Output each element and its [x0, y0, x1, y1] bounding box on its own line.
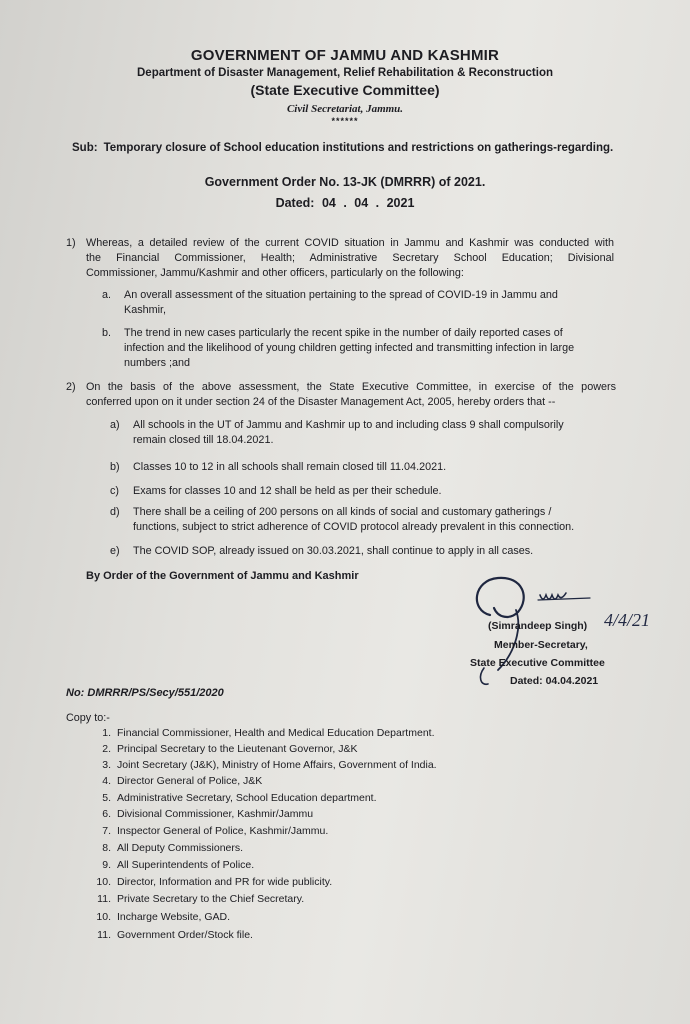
list-item: 2. Principal Secretary to the Lieutenant Governor, J&K [102, 743, 358, 755]
para2-item-line: Classes 10 to 12 in all schools shall remain closed till 11.04.2021. [133, 461, 447, 473]
list-item: 3. Joint Secretary (J&K), Ministry of Home Affairs, Government of India. [102, 759, 437, 771]
para2-number: 2) [66, 381, 76, 393]
department-name: Department of Disaster Management, Relief Rehabilitation & Reconstruction [137, 67, 553, 79]
para1-line: the Financial Commissioner, Health; Administrative Secretary School Education; Divisional [86, 252, 614, 264]
list-item: 11. Private Secretary to the Chief Secretary. [97, 893, 305, 905]
para2-item-line: All schools in the UT of Jammu and Kashmir up to and including class 9 shall compulsorily [133, 419, 564, 431]
list-item: 10. Director, Information and PR for wide publicity. [96, 876, 333, 888]
para2-item-label: b) [110, 461, 120, 473]
list-item: 11. Government Order/Stock file. [97, 929, 253, 941]
para2-item-line: Exams for classes 10 and 12 shall be held as per their schedule. [133, 485, 442, 497]
subject-label: Sub: [72, 142, 98, 154]
list-item: 9. All Superintendents of Police. [102, 859, 255, 871]
signatory-name: (Simrandeep Singh) [488, 620, 588, 632]
committee-name: (State Executive Committee) [250, 82, 440, 98]
para1-item-line: infection and the likelihood of young children getting infected and transmitting infection in large [124, 342, 575, 354]
subject-text: Temporary closure of School education institutions and restrictions on gatherings-regarding. [103, 142, 614, 154]
signatory-designation: Member-Secretary, [494, 639, 588, 651]
list-item: 6. Divisional Commissioner, Kashmir/Jammu [102, 808, 314, 820]
para1-line: Commissioner, Jammu/Kashmir and other officers, particularly on the following: [86, 267, 464, 279]
reference-number: No: DMRRR/PS/Secy/551/2020 [66, 687, 224, 699]
by-order-line: By Order of the Government of Jammu and Kashmir [86, 570, 359, 582]
list-item: 8. All Deputy Commissioners. [102, 842, 244, 854]
list-item: 10. Incharge Website, GAD. [96, 911, 231, 923]
subject-line [72, 142, 632, 154]
list-item: 1. Financial Commissioner, Health and Medical Education Department. [102, 727, 435, 739]
para2-line: On the basis of the above assessment, the State Executive Committee, in exercise of the powers [86, 381, 616, 393]
para1-item-label: a. [102, 289, 112, 301]
para2-item-label: e) [110, 545, 120, 557]
signatory-date: Dated: 04.04.2021 [510, 675, 599, 687]
order-date: Dated: 04 . 04 . 2021 [275, 196, 415, 210]
signatory-committee: State Executive Committee [470, 657, 605, 669]
para1-item-line: The trend in new cases particularly the recent spike in the number of daily reported cases of [124, 327, 563, 339]
para1-item-line: numbers ;and [124, 357, 191, 369]
office-location: Civil Secretariat, Jammu. [286, 103, 404, 115]
para2-line: conferred upon on it under section 24 of the Disaster Management Act, 2005, hereby orders that -- [86, 396, 556, 408]
para2-item-line: The COVID SOP, already issued on 30.03.2021, shall continue to apply in all cases. [133, 545, 534, 557]
para2-item-line: functions, subject to strict adherence of COVID protocol already prevalent in this connection. [133, 521, 575, 533]
government-title: GOVERNMENT OF JAMMU AND KASHMIR [190, 47, 500, 64]
list-item: 7. Inspector General of Police, Kashmir/Jammu. [102, 825, 329, 837]
para2-item-label: d) [110, 506, 120, 518]
list-item: 5. Administrative Secretary, School Education department. [102, 792, 377, 804]
para2-item-label: c) [110, 485, 119, 497]
para1-item-line: An overall assessment of the situation pertaining to the spread of COVID-19 in Jammu and [124, 289, 558, 301]
order-number: Government Order No. 13-JK (DMRRR) of 2021. [204, 175, 486, 189]
para2-item-label: a) [110, 419, 120, 431]
list-item: 4. Director General of Police, J&K [102, 775, 263, 787]
para1-item-line: Kashmir, [124, 304, 167, 316]
para1-number: 1) [66, 237, 76, 249]
handwritten-date: 4/4/21 [604, 610, 651, 630]
header-stars: ****** [331, 116, 359, 126]
para1-line: Whereas, a detailed review of the current COVID situation in Jammu and Kashmir was conducted with [86, 237, 614, 249]
para1-item-label: b. [102, 327, 112, 339]
para2-item-line: There shall be a ceiling of 200 persons on all kinds of social and customary gatherings / [133, 506, 552, 518]
para2-item-line: remain closed till 18.04.2021. [133, 434, 274, 446]
copy-to-label: Copy to:- [66, 712, 110, 724]
